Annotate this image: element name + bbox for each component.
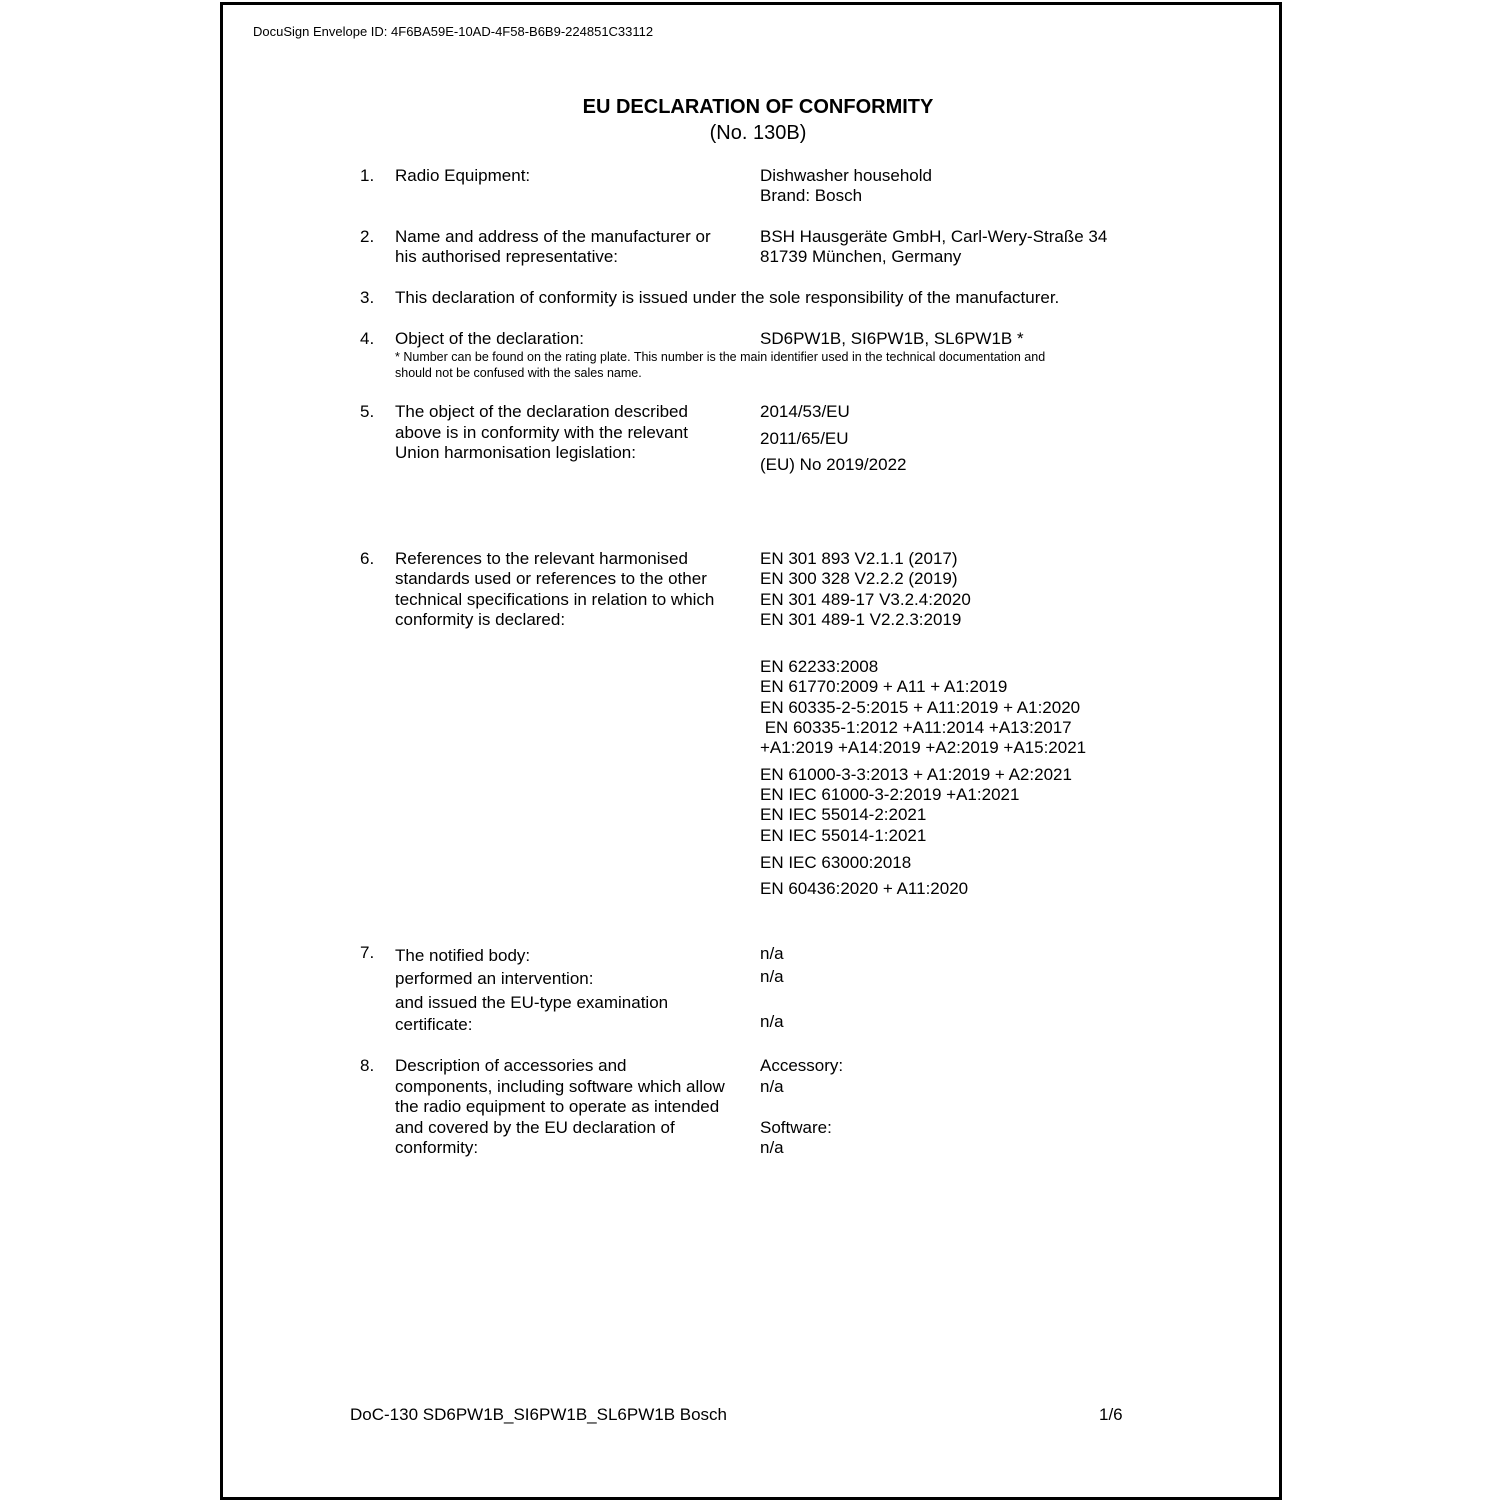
section-6-label-line4: conformity is declared: — [395, 610, 566, 629]
section-7-label-line2: performed an intervention: — [395, 969, 594, 988]
section-4-number: 4. — [360, 329, 375, 348]
document-page — [220, 2, 1282, 1500]
software-value: n/a — [760, 1138, 784, 1157]
section-8-label-line2: components, including software which allow — [395, 1077, 725, 1096]
standard-item: EN 62233:2008 — [760, 657, 879, 676]
document-title: EU DECLARATION OF CONFORMITY — [582, 96, 934, 118]
section-2-label-line2: his authorised representative: — [395, 247, 619, 266]
section-3-text: This declaration of conformity is issued under the sole responsibility of the manufacturer. — [395, 288, 1060, 307]
section-5-label-line1: The object of the declaration described — [395, 402, 688, 421]
intervention-value: n/a — [760, 967, 784, 986]
section-5-label-line3: Union harmonisation legislation: — [395, 443, 636, 462]
section-3-number: 3. — [360, 288, 375, 307]
standard-item: EN 301 893 V2.1.1 (2017) — [760, 549, 958, 568]
section-8-label-line5: conformity: — [395, 1138, 479, 1157]
section-6-label-line2: standards used or references to the other — [395, 569, 707, 588]
envelope-id: DocuSign Envelope ID: 4F6BA59E-10AD-4F58-B6B9-224851C33112 — [253, 24, 654, 39]
section-2-number: 2. — [360, 227, 375, 246]
legislation-3: (EU) No 2019/2022 — [760, 455, 907, 474]
section-1-label: Radio Equipment: — [395, 166, 531, 185]
section-7-label-line4: certificate: — [395, 1015, 473, 1034]
section-8-number: 8. — [360, 1056, 375, 1075]
standard-item: EN 60335-1:2012 +A11:2014 +A13:2017 — [760, 718, 1072, 737]
standard-item: EN IEC 55014-2:2021 — [760, 805, 927, 824]
standard-item: EN 60436:2020 + A11:2020 — [760, 879, 969, 898]
standard-item: EN 300 328 V2.2.2 (2019) — [760, 569, 958, 588]
legislation-1: 2014/53/EU — [760, 402, 850, 421]
standard-item: EN 301 489-17 V3.2.4:2020 — [760, 590, 971, 609]
standard-item: EN IEC 63000:2018 — [760, 853, 912, 872]
manufacturer-address-line1: BSH Hausgeräte GmbH, Carl-Wery-Straße 34 — [760, 227, 1108, 246]
standard-item: +A1:2019 +A14:2019 +A2:2019 +A15:2021 — [760, 738, 1087, 757]
manufacturer-address-line2: 81739 München, Germany — [760, 247, 962, 266]
accessory-value: n/a — [760, 1077, 784, 1096]
certificate-value: n/a — [760, 1012, 784, 1031]
section-5-number: 5. — [360, 402, 375, 421]
standard-item: EN 301 489-1 V2.2.3:2019 — [760, 610, 962, 629]
software-label: Software: — [760, 1118, 832, 1137]
standard-item: EN 60335-2-5:2015 + A11:2019 + A1:2020 — [760, 698, 1081, 717]
section-6-label-line1: References to the relevant harmonised — [395, 549, 688, 568]
section-8-label-line4: and covered by the EU declaration of — [395, 1118, 675, 1137]
standard-item: EN 61770:2009 + A11 + A1:2019 — [760, 677, 1008, 696]
section-8-label-line3: the radio equipment to operate as intended — [395, 1097, 720, 1116]
standard-item: EN 61000-3-3:2013 + A1:2019 + A2:2021 — [760, 765, 1072, 784]
section-7-number: 7. — [360, 943, 375, 962]
section-2-label-line1: Name and address of the manufacturer or — [395, 227, 711, 246]
section-1-value: Dishwasher household — [760, 166, 932, 185]
section-4-note-line2: should not be confused with the sales name. — [395, 366, 642, 380]
section-1-brand: Brand: Bosch — [760, 186, 863, 205]
footer-page-number: 1/6 — [1099, 1405, 1123, 1424]
legislation-2: 2011/65/EU — [760, 429, 849, 448]
model-numbers: SD6PW1B, SI6PW1B, SL6PW1B * — [760, 329, 1024, 348]
section-4-label: Object of the declaration: — [395, 329, 585, 348]
footer-document-ref: DoC-130 SD6PW1B_SI6PW1B_SL6PW1B Bosch — [350, 1405, 728, 1424]
document-number: (No. 130B) — [709, 122, 807, 144]
section-7-label-line1: The notified body: — [395, 946, 531, 965]
section-6-number: 6. — [360, 549, 375, 568]
section-4-note-line1: * Number can be found on the rating plate. This number is the main identifier used in the technical documentation and — [395, 350, 1046, 364]
section-7-label-line3: and issued the EU-type examination — [395, 993, 669, 1012]
accessory-label: Accessory: — [760, 1056, 844, 1075]
section-1-number: 1. — [360, 166, 375, 185]
section-5-label-line2: above is in conformity with the relevant — [395, 423, 688, 442]
section-8-label-line1: Description of accessories and — [395, 1056, 627, 1075]
standard-item: EN IEC 61000-3-2:2019 +A1:2021 — [760, 785, 1020, 804]
notified-body-value: n/a — [760, 944, 784, 963]
standard-item: EN IEC 55014-1:2021 — [760, 826, 927, 845]
section-6-label-line3: technical specifications in relation to which — [395, 590, 715, 609]
